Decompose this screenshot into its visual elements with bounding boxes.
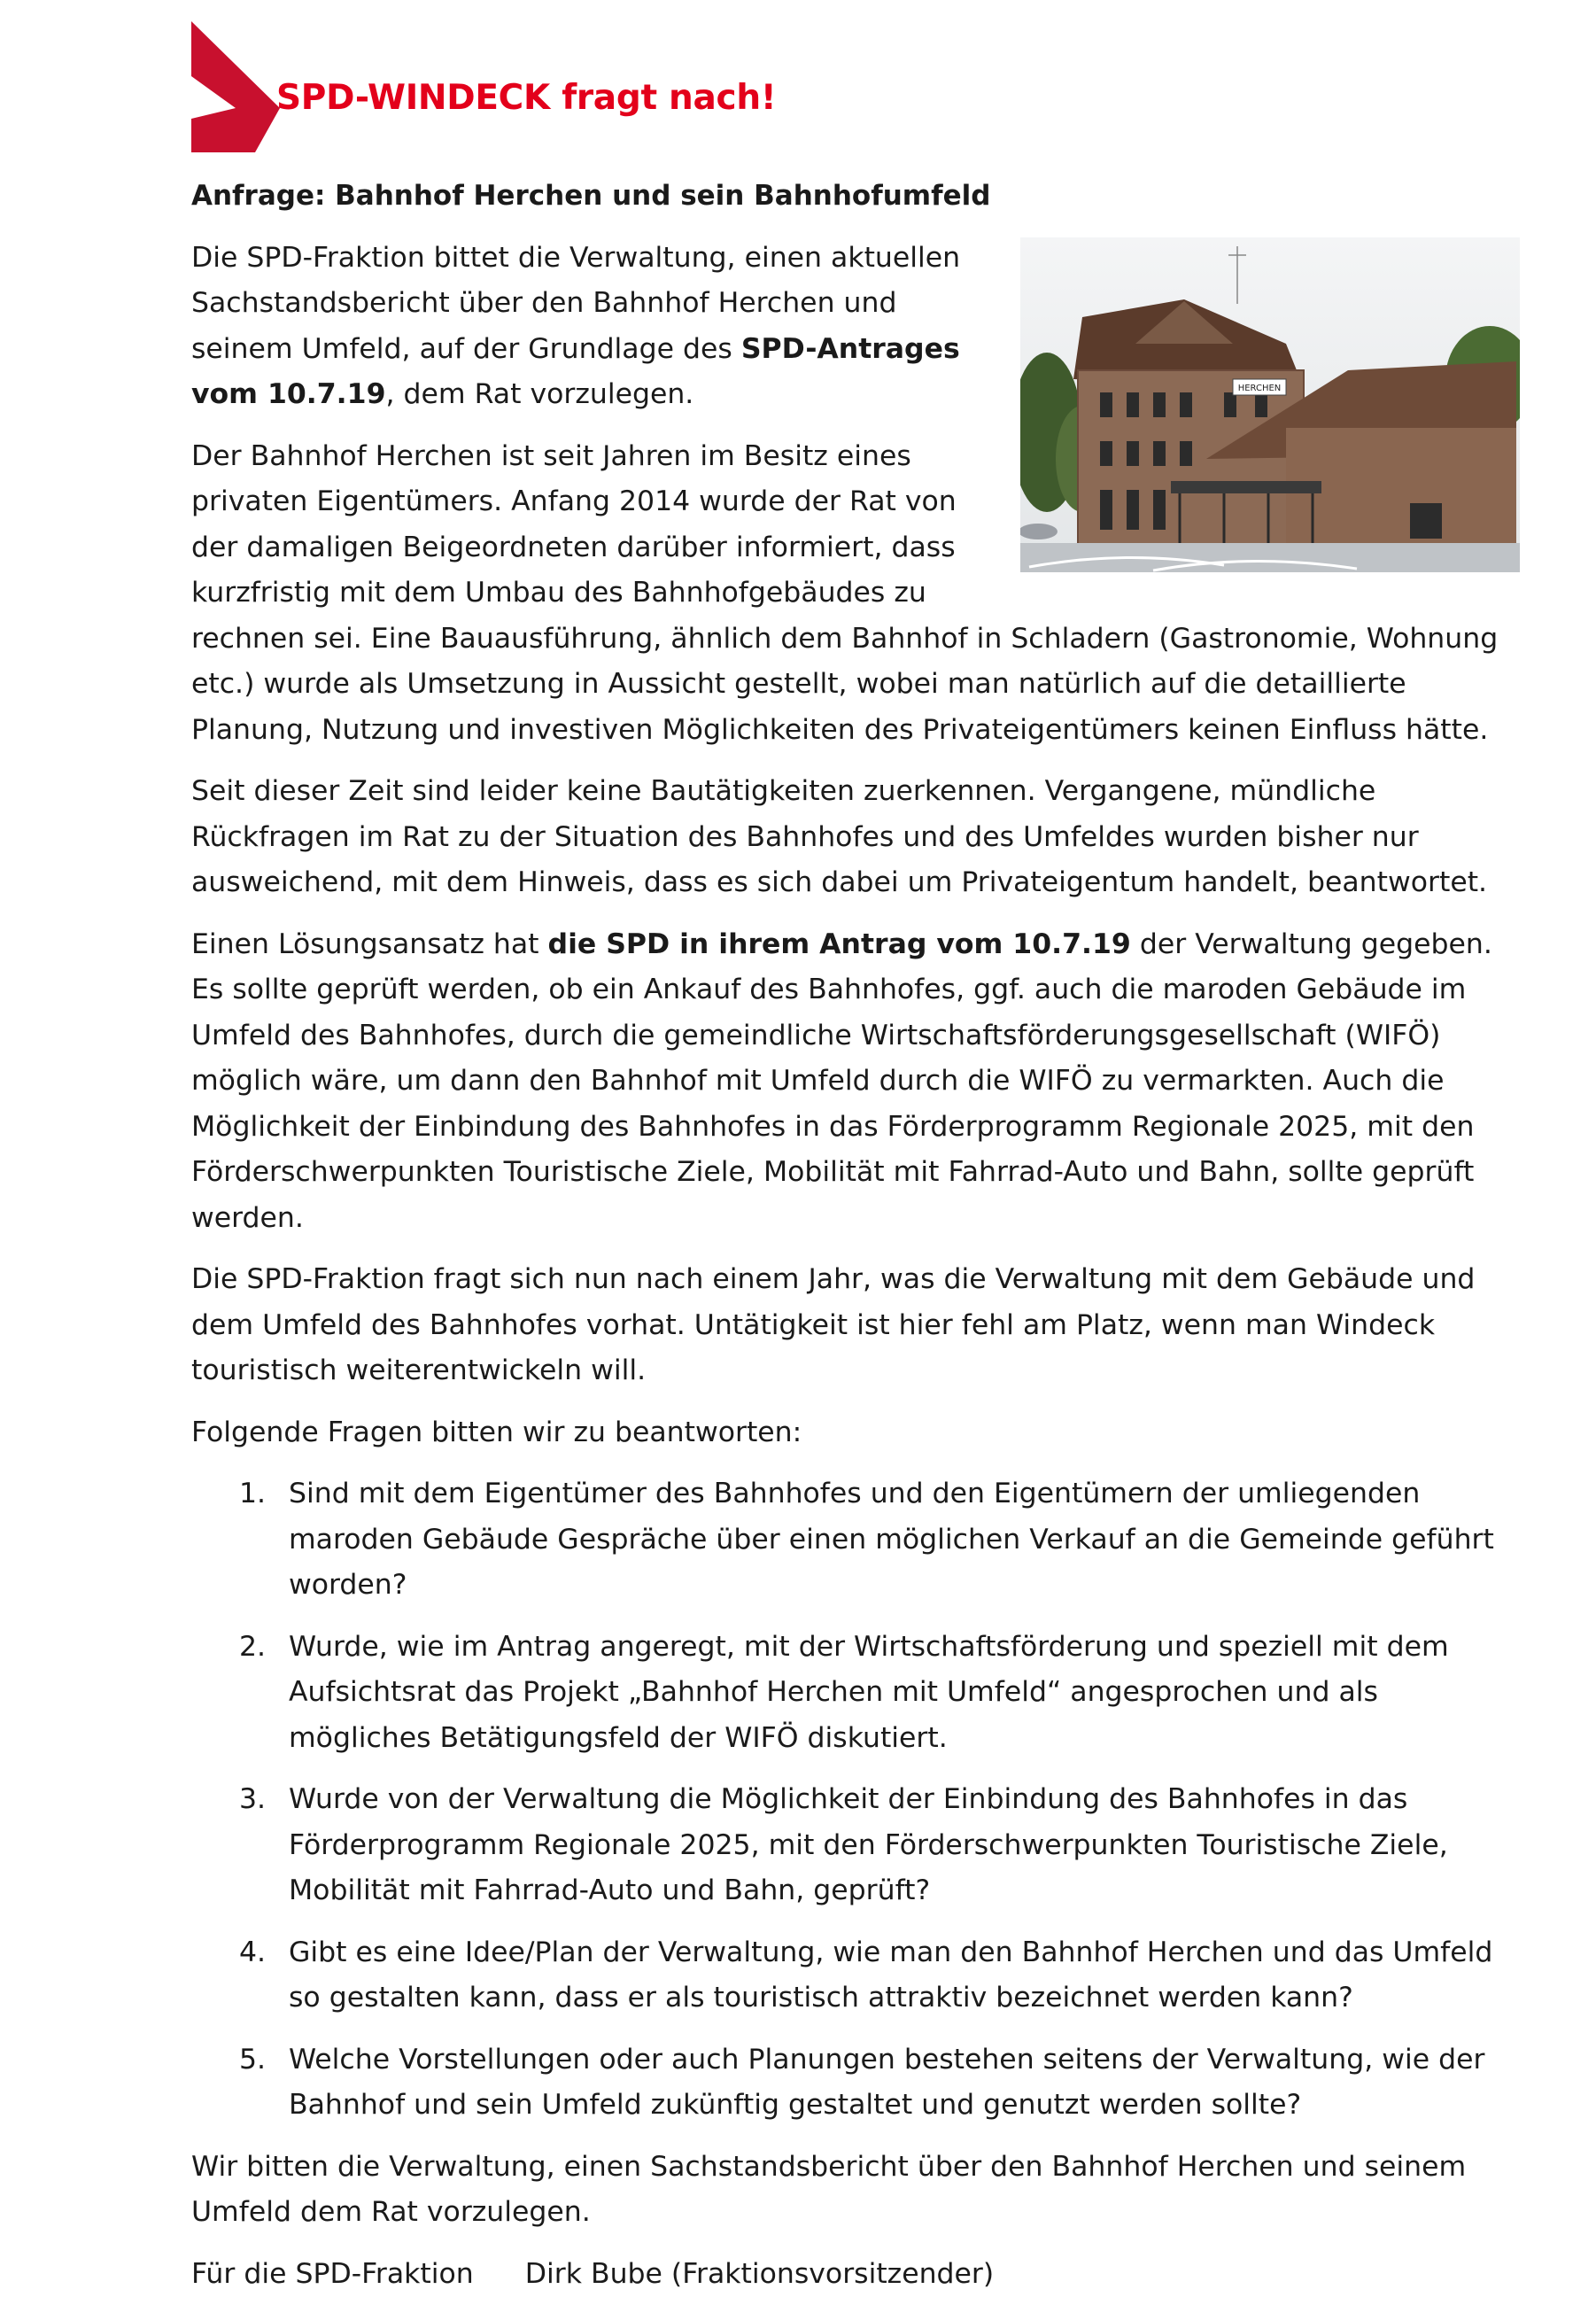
solution-text-1: Einen Lösungsansatz hat: [191, 928, 548, 960]
solution-text-2: der Verwaltung gegeben. Es sollte geprüft werden, ob ein Ankauf des Bahnhofes, ggf. auch die maroden Gebäude im Umfeld des Bahnhofes, durch die gemeindliche Wirtschaftsförderungsgesellschaft (WIFÖ) möglich wäre, um dann den Bahnhof mit Umfeld durch die WIFÖ zu vermarkten. Auch die Möglichkeit der Einbindung des Bahnhofes in das Förderprogramm Regionale 2025, mit den Förderschwerpunkten Touristische Ziele, Mobilität mit Fahrrad-Auto und Bahn, sollte geprüft werden.: [191, 928, 1492, 1234]
subject-line: Anfrage: Bahnhof Herchen und sein Bahnhofumfeld: [191, 174, 1520, 220]
signature-line: [191, 2252, 1520, 2297]
intro-text-1: Die SPD-Fraktion bittet die Verwaltung, einen aktuellen Sachstandsbericht über den Bahnhof Herchen und seinem Umfeld, auf der Grundlage des: [191, 242, 960, 365]
solution-paragraph: [191, 922, 1520, 1242]
page-title: SPD-WINDECK fragt nach!: [276, 78, 776, 118]
question-item: [191, 1777, 1520, 1914]
question-item: [191, 1625, 1520, 1762]
station-photo: [1020, 237, 1520, 572]
question-text: Welche Vorstellungen oder auch Planungen bestehen seitens der Verwaltung, wie der Bahnhof und sein Umfeld zukünftig gestaltet und genutzt werden sollte?: [289, 2044, 1484, 2122]
question-number: 2.: [239, 1625, 266, 1671]
solution-bold: die SPD in ihrem Antrag vom 10.7.19: [548, 928, 1131, 960]
question-item: [191, 1471, 1520, 1609]
spd-logo-chevron: [191, 21, 280, 152]
question-text: Wurde von der Verwaltung die Möglichkeit der Einbindung des Bahnhofes in das Förderprogramm Regionale 2025, mit den Förderschwerpunkten Touristische Ziele, Mobilität mit Fahrrad-Auto und Bahn, geprüft?: [289, 1783, 1448, 1906]
question-text: Wurde, wie im Antrag angeregt, mit der Wirtschaftsförderung und speziell mit dem Aufsichtsrat das Projekt „Bahnhof Herchen mit Umfeld“ angesprochen und als mögliches Betätigungsfeld der WIFÖ diskutiert.: [289, 1631, 1449, 1754]
owner-paragraph: Der Bahnhof Herchen ist seit Jahren im Besitz eines privaten Eigentümers. Anfang 2014 wurde der Rat von der damaligen Beigeordneten darüber informiert, dass kurzfristig mit dem Umbau des Bahnhofgebäudes zu rechnen sei. Eine Bauausführung, ähnlich dem Bahnhof in Schladern (Gastronomie, Wohnung etc.) wurde als Umsetzung in Aussicht gestellt, wobei man natürlich auf die detaillierte Planung, Nutzung und investiven Möglichkeiten des Privateigentümers keinen Einfluss hätte.: [191, 434, 1520, 754]
question-item: [191, 2037, 1520, 2129]
signature-label: Für die SPD-Fraktion: [191, 2258, 474, 2290]
questions-intro: Folgende Fragen bitten wir zu beantworten:: [191, 1410, 1520, 1456]
question-text: Sind mit dem Eigentümer des Bahnhofes und den Eigentümern der umliegenden maroden Gebäude Gespräche über einen möglichen Verkauf an die Gemeinde geführt worden?: [289, 1478, 1494, 1601]
signature-name: Dirk Bube (Fraktionsvorsitzender): [525, 2258, 994, 2290]
inactivity-paragraph: Seit dieser Zeit sind leider keine Bautätigkeiten zuerkennen. Vergangene, mündliche Rückfragen im Rat zu der Situation des Bahnhofes und des Umfeldes wurden bisher nur ausweichend, mit dem Hinweis, dass es sich dabei um Privateigentum handelt, beantwortet.: [191, 769, 1520, 906]
question-number: 3.: [239, 1777, 266, 1823]
question-number: 4.: [239, 1930, 266, 1976]
questions-list: [191, 1471, 1520, 2129]
closing-paragraph: Wir bitten die Verwaltung, einen Sachstandsbericht über den Bahnhof Herchen und seinem Umfeld dem Rat vorzulegen.: [191, 2145, 1520, 2236]
question-number: 5.: [239, 2037, 266, 2084]
intro-text-2: , dem Rat vorzulegen.: [386, 378, 694, 410]
intro-bold: SPD-Antrages vom 10.7.19: [191, 333, 960, 411]
question-text: Gibt es eine Idee/Plan der Verwaltung, wie man den Bahnhof Herchen und das Umfeld so gestalten kann, dass er als touristisch attraktiv bezeichnet werden kann?: [289, 1936, 1492, 2014]
document-body: [191, 174, 1520, 2297]
station-sign-text: HERCHEN: [1238, 384, 1282, 393]
question-item: [191, 1930, 1520, 2022]
question-number: 1.: [239, 1471, 266, 1517]
question-paragraph: Die SPD-Fraktion fragt sich nun nach einem Jahr, was die Verwaltung mit dem Gebäude und dem Umfeld des Bahnhofes vorhat. Untätigkeit ist hier fehl am Platz, wenn man Windeck touristisch weiterentwickeln will.: [191, 1257, 1520, 1394]
